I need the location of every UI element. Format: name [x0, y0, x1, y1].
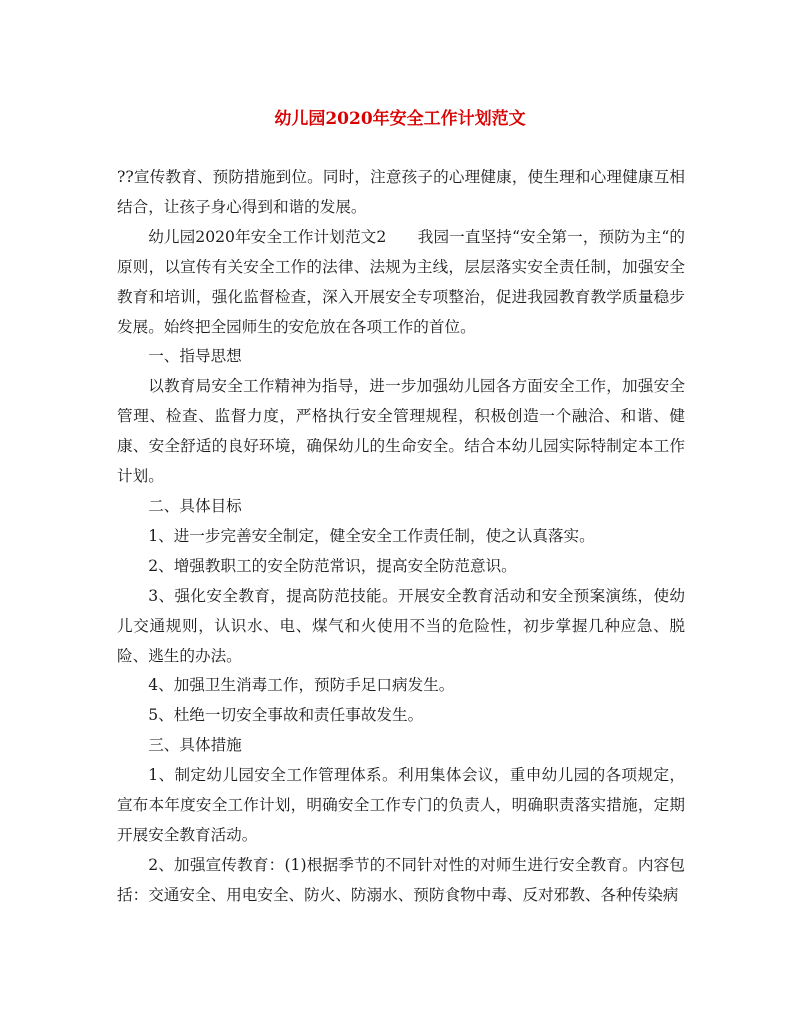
- measure-item-2: 2、加强宣传教育：(1)根据季节的不同针对性的对师生进行安全教育。内容包括：交通安全、用电安全、防火、防溺水、预防食物中毒、反对邪教、各种传染病: [117, 855, 685, 904]
- goal-item-2: 2、增强教职工的安全防范常识，提高安全防范意识。: [148, 556, 517, 575]
- section-heading-guiding-ideology: 一、指导思想: [148, 347, 242, 366]
- goal-item-3: 3、强化安全教育，提高防范技能。开展安全教育活动和安全预案演练，使幼儿交通规则，认识水、电、煤气和火使用不当的危险性，初步掌握几种应急、脱险、逃生的办法。: [117, 586, 685, 665]
- measure-item-1: 1、制定幼儿园安全工作管理体系。利用集体会议，重申幼儿园的各项规定，宣布本年度安全工作计划，明确安全工作专门的负责人，明确职责落实措施，定期开展安全教育活动。: [117, 766, 685, 844]
- goal-item-1: 1、进一步完善安全制定，健全安全工作责任制，使之认真落实。: [148, 526, 595, 545]
- document-title: 幼儿园2020年安全工作计划范文: [274, 109, 526, 129]
- goal-item-4: 4、加强卫生消毒工作，预防手足口病发生。: [148, 676, 455, 695]
- paragraph-intro-continuation: ??宣传教育、预防措施到位。同时，注意孩子的心理健康，使生理和心理健康互相结合，让孩子身心得到和谐的发展。: [117, 168, 685, 216]
- document-body: [117, 163, 685, 911]
- section-heading-specific-goals: 二、具体目标: [148, 496, 242, 515]
- goal-item-5: 5、杜绝一切安全事故和责任事故发生。: [148, 706, 424, 725]
- paragraph-guiding-ideology: 以教育局安全工作精神为指导，进一步加强幼儿园各方面安全工作，加强安全管理、检查、监督力度，严格执行安全管理规程，积极创造一个融洽、和谐、健康、安全舒适的良好环境，确保幼儿的生命安全。结合本幼儿园实际特制定本工作计划。: [117, 377, 685, 486]
- paragraph-overview: 幼儿园2020年安全工作计划范文2 我园一直坚持“安全第一，预防为主“的原则，以宣传有关安全工作的法律、法规为主线，层层落实安全责任制，加强安全教育和培训，强化监督检查，深入开展安全专项整治，促进我园教育教学质量稳步发展。始终把全园师生的安危放在各项工作的首位。: [117, 227, 685, 336]
- section-heading-specific-measures: 三、具体措施: [148, 736, 242, 755]
